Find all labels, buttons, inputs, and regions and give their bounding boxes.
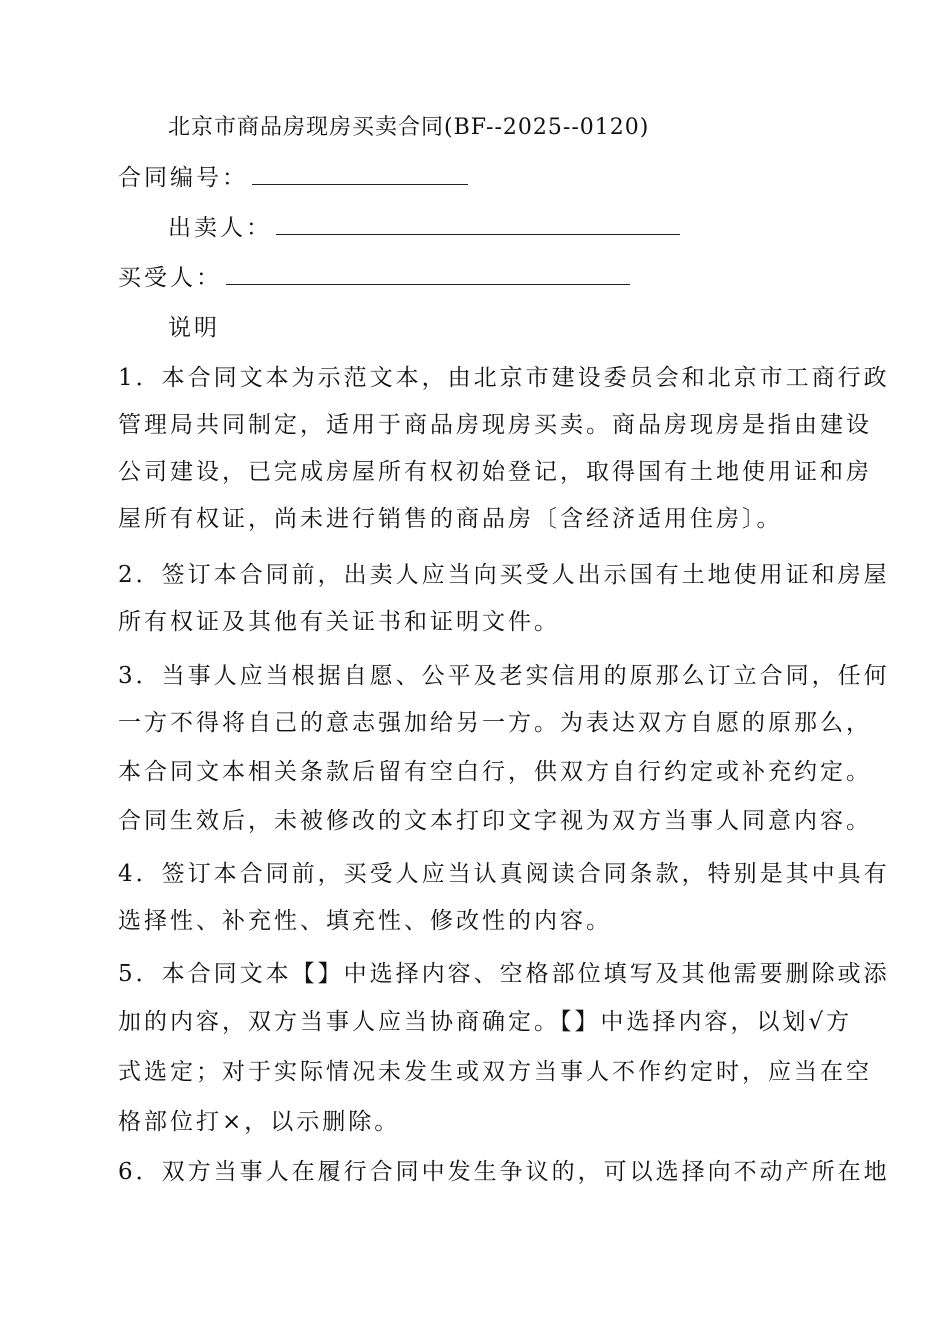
seller-label: 出卖人： (168, 215, 272, 241)
body-line: 3．当事人应当根据自愿、公平及老实信用的原那么订立合同，任何 (118, 663, 890, 689)
seller-row (168, 212, 888, 244)
buyer-blank[interactable] (226, 262, 630, 285)
body-line: 格部位打×，以示删除。 (118, 1109, 401, 1135)
body-line: 所有权证及其他有关证书和证明文件。 (118, 609, 560, 635)
body-line: 屋所有权证，尚未进行销售的商品房〔含经济适用住房〕。 (118, 506, 783, 532)
body-line: 一方不得将自己的意志强加给另一方。为表达双方自愿的原那么， (118, 710, 872, 736)
seller-blank[interactable] (276, 212, 680, 235)
body-line: 式选定；对于实际情况未发生或双方当事人不作约定时，应当在空 (118, 1059, 872, 1085)
body-line: 管理局共同制定，适用于商品房现房买卖。商品房现房是指由建设 (118, 412, 872, 438)
contract-number-blank[interactable] (252, 162, 468, 185)
contract-number-row (118, 162, 838, 194)
body-line: 选择性、补充性、填充性、修改性的内容。 (118, 908, 612, 934)
body-line: 2．签订本合同前，出卖人应当向买受人出示国有土地使用证和房屋 (118, 562, 890, 588)
body-line: 加的内容，双方当事人应当协商确定。【】中选择内容，以划√方 (118, 1009, 853, 1035)
body-line: 本合同文本相关条款后留有空白行，供双方自行约定或补充约定。 (118, 759, 872, 785)
buyer-label: 买受人： (118, 265, 222, 291)
body-line: 4．签订本合同前，买受人应当认真阅读合同条款，特别是其中具有 (118, 861, 890, 887)
document-title: 北京市商品房现房买卖合同(BF--2025--0120) (168, 115, 650, 140)
body-line: 6．双方当事人在履行合同中发生争议的，可以选择向不动产所在地 (118, 1159, 890, 1185)
notes-heading: 说明 (168, 315, 220, 341)
body-line: 1．本合同文本为示范文本，由北京市建设委员会和北京市工商行政 (118, 365, 890, 391)
body-line: 公司建设，已完成房屋所有权初始登记，取得国有土地使用证和房 (118, 459, 872, 485)
body-line: 5．本合同文本【】中选择内容、空格部位填写及其他需要删除或添 (118, 961, 890, 987)
contract-number-label: 合同编号： (118, 165, 248, 191)
buyer-row (118, 262, 838, 294)
body-line: 合同生效后，未被修改的文本打印文字视为双方当事人同意内容。 (118, 808, 872, 834)
